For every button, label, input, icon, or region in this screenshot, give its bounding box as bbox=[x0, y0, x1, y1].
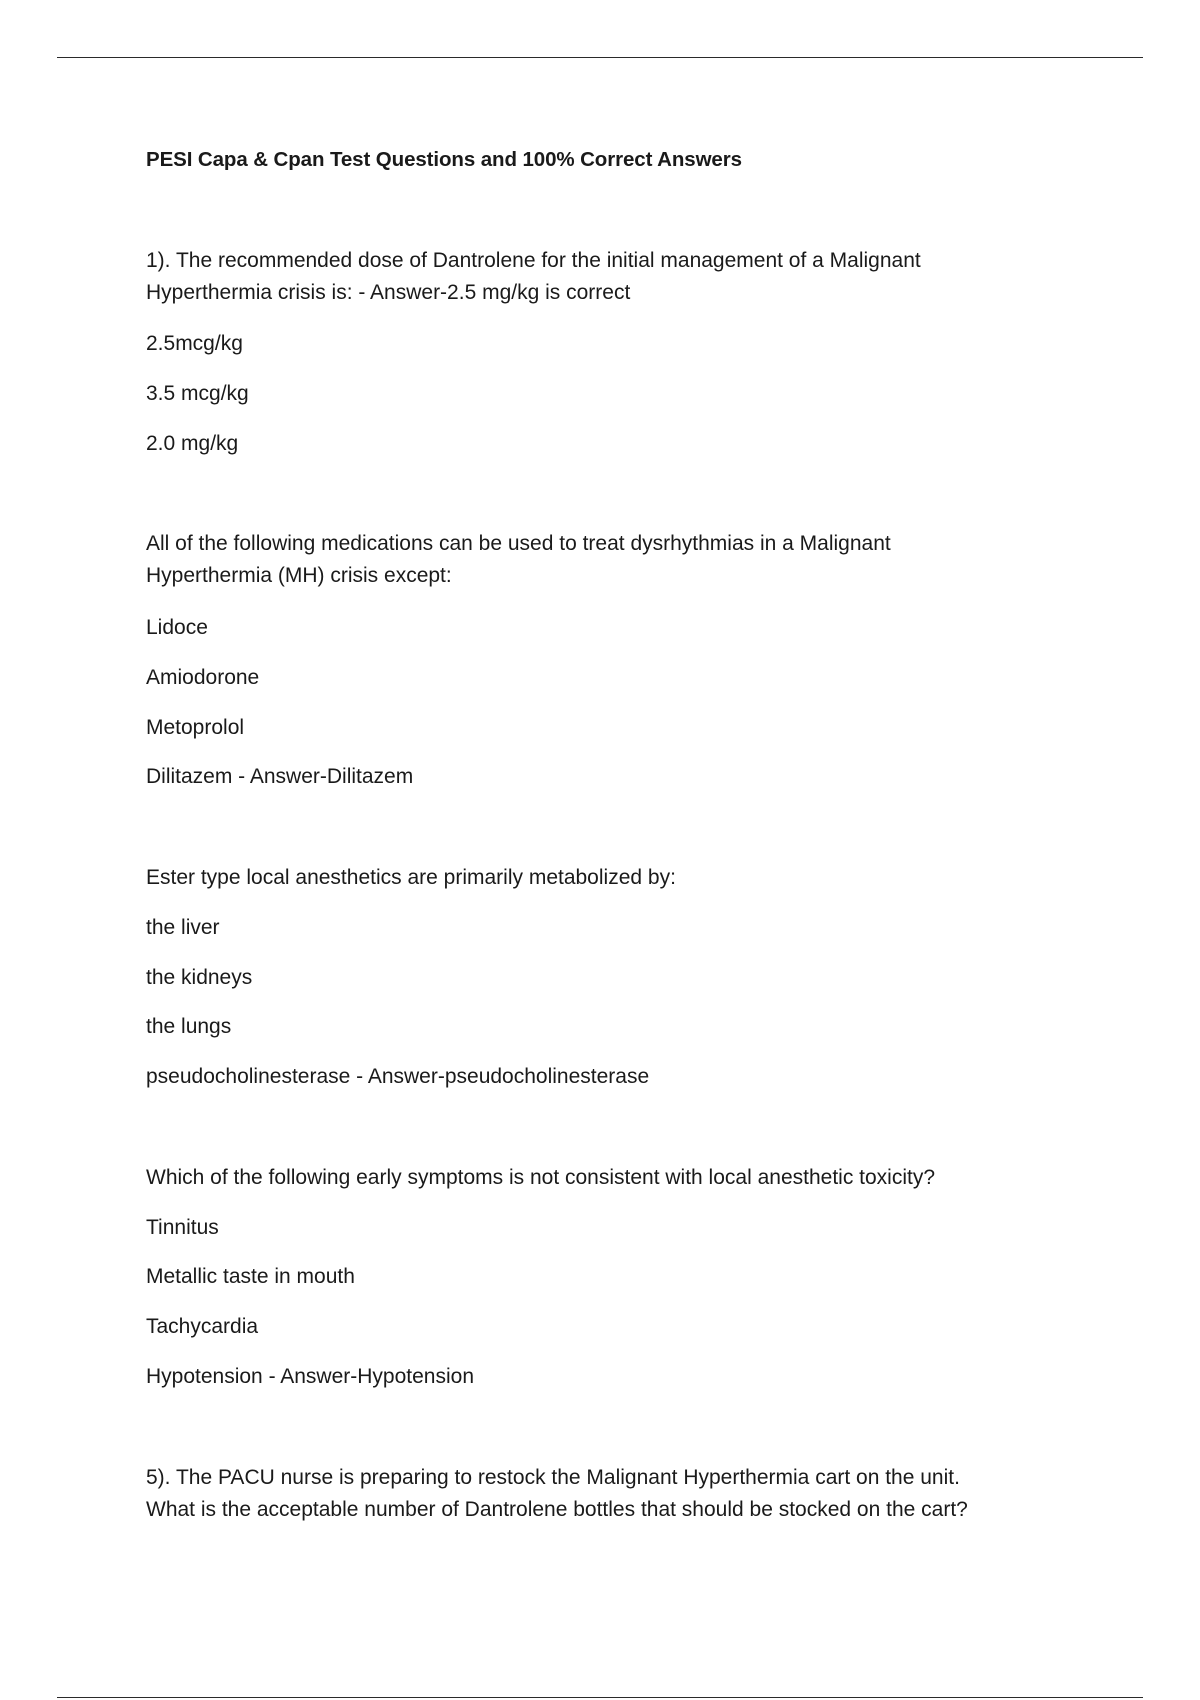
question-1-line-2: Hyperthermia crisis is: - Answer-2.5 mg/kg is correct bbox=[146, 281, 631, 304]
question-2-option-3: Metoprolol bbox=[146, 716, 245, 739]
question-2 bbox=[146, 528, 1046, 592]
question-3-option-4: pseudocholinesterase - Answer-pseudocholinesterase bbox=[146, 1065, 650, 1088]
question-1-option-3: 2.0 mg/kg bbox=[146, 432, 239, 455]
bottom-rule bbox=[57, 1697, 1143, 1698]
question-4-option-2: Metallic taste in mouth bbox=[146, 1265, 355, 1288]
question-1 bbox=[146, 245, 1046, 309]
question-4-option-3: Tachycardia bbox=[146, 1315, 259, 1338]
page-title: PESI Capa & Cpan Test Questions and 100% Correct Answers bbox=[146, 148, 742, 171]
question-5-line-1: 5). The PACU nurse is preparing to restock the Malignant Hyperthermia cart on the unit. bbox=[146, 1466, 960, 1489]
top-rule bbox=[57, 57, 1143, 58]
question-3-option-1: the liver bbox=[146, 916, 220, 939]
question-5 bbox=[146, 1462, 1066, 1526]
document-body bbox=[146, 145, 1046, 1521]
question-3-option-3: the lungs bbox=[146, 1015, 232, 1038]
question-4-line-1: Which of the following early symptoms is not consistent with local anesthetic toxicity? bbox=[146, 1166, 936, 1189]
question-2-option-2: Amiodorone bbox=[146, 666, 260, 689]
question-1-option-1: 2.5mcg/kg bbox=[146, 332, 243, 355]
question-1-option-2: 3.5 mcg/kg bbox=[146, 382, 249, 405]
question-4-option-4: Hypotension - Answer-Hypotension bbox=[146, 1365, 475, 1388]
question-3-option-2: the kidneys bbox=[146, 966, 253, 989]
question-2-line-1: All of the following medications can be used to treat dysrhythmias in a Malignant bbox=[146, 532, 891, 555]
question-5-line-2: What is the acceptable number of Dantrolene bottles that should be stocked on the cart? bbox=[146, 1498, 968, 1521]
question-2-option-4: Dilitazem - Answer-Dilitazem bbox=[146, 765, 414, 788]
question-1-line-1: 1). The recommended dose of Dantrolene for the initial management of a Malignant bbox=[146, 249, 921, 272]
question-2-line-2: Hyperthermia (MH) crisis except: bbox=[146, 564, 452, 587]
question-2-option-1: Lidoce bbox=[146, 616, 208, 639]
question-4-option-1: Tinnitus bbox=[146, 1216, 219, 1239]
question-3-line-1: Ester type local anesthetics are primarily metabolized by: bbox=[146, 866, 676, 889]
